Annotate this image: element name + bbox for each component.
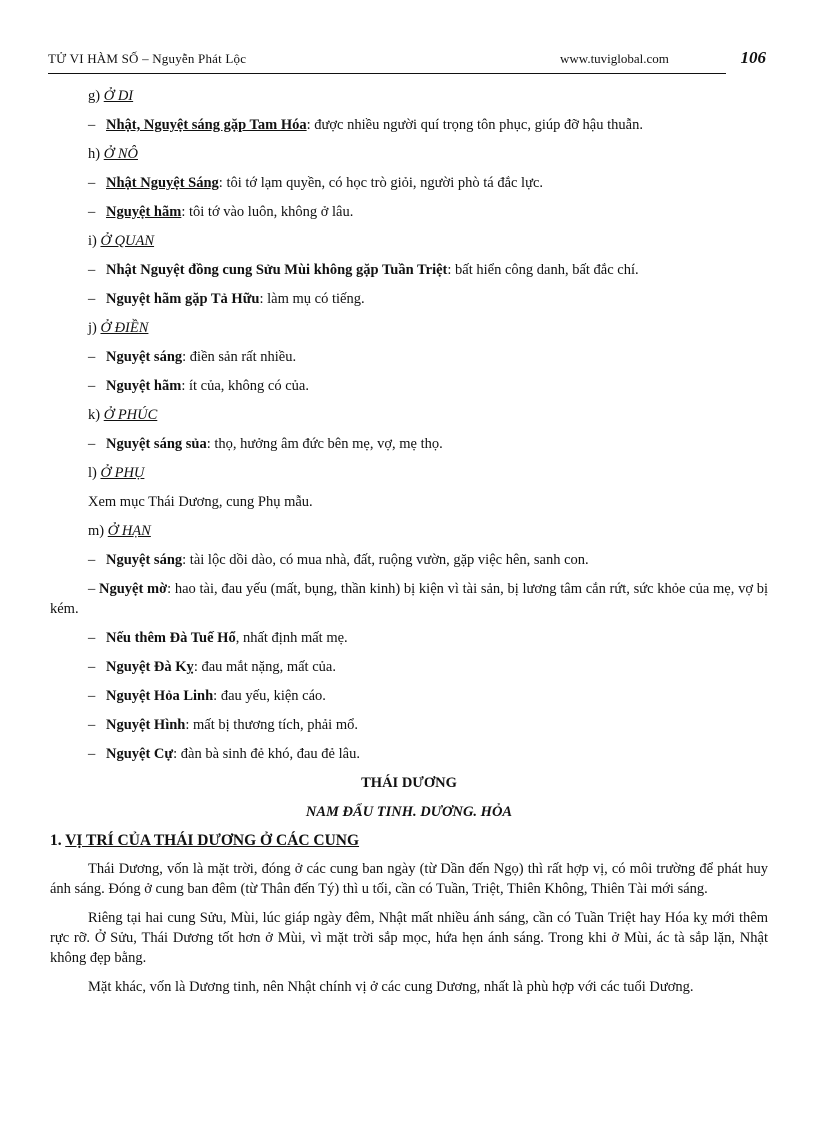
subsection-heading-han: m) Ở HẠN [88, 523, 151, 539]
paragraph: Riêng tại hai cung Sửu, Mùi, lúc giáp ngày đêm, Nhật mất nhiều ánh sáng, cần có Tuần Triệt hay Hóa kỵ mới thêm rực rỡ. Ở Sửu, Thái Dương tốt hơn ở Mùi, vì mặt trời sắp mọc, hứa hẹn ánh sáng. Trong khi ở Mùi, ác tà sắp lặn, Nhật không đẹp bằng. [50, 910, 768, 966]
subsection-heading-phu: l) Ở PHỤ [88, 465, 145, 481]
list-item: – Nguyệt sáng: tài lộc dồi dào, có mua nhà, đất, ruộng vườn, gặp việc hên, sanh con. [88, 552, 589, 568]
subsection-heading-quan: i) Ở QUAN [88, 233, 155, 249]
book-title: TỬ VI HÀM SỐ – Nguyễn Phát Lộc [48, 51, 247, 66]
list-item: – Nguyệt Đà Kỵ: đau mắt nặng, mất của. [88, 659, 336, 675]
list-item: – Nguyệt Cự: đàn bà sinh đẻ khó, đau đẻ lâu. [88, 746, 360, 762]
cross-reference-note: Xem mục Thái Dương, cung Phụ mẫu. [88, 494, 313, 510]
website-link[interactable]: www.tuviglobal.com [560, 51, 669, 66]
subsection-heading-dien: j) Ở ĐIỀN [88, 320, 149, 336]
list-item: – Nhật Nguyệt đồng cung Sửu Mùi không gặp Tuần Triệt: bất hiển công danh, bất đắc chí. [88, 262, 639, 278]
list-item: – Nguyệt sáng: điền sản rất nhiều. [88, 349, 297, 365]
section-heading: 1. VỊ TRÍ CỦA THÁI DƯƠNG Ở CÁC CUNG [50, 832, 360, 849]
list-item-wrapped: – Nguyệt mờ: hao tài, đau yếu (mất, bụng, thần kinh) bị kiện vì tài sản, bị lương tâm cắn rứt, sức khỏe của mẹ, vợ bị kém. [50, 581, 768, 617]
subsection-heading-no: h) Ở NÔ [88, 146, 138, 162]
list-item: – Nguyệt hãm: tôi tớ vào luôn, không ở lâu. [88, 204, 354, 220]
header-rule [48, 73, 726, 74]
list-item: – Nhật Nguyệt Sáng: tôi tớ lạm quyền, có học trò giỏi, người phò tá đắc lực. [88, 175, 544, 191]
subsection-heading-phuc: k) Ở PHÚC [88, 407, 158, 423]
paragraph: Mặt khác, vốn là Dương tinh, nên Nhật chính vị ở các cung Dương, nhất là phù hợp với các tuổi Dương. [88, 979, 694, 995]
page-number: 106 [740, 48, 766, 67]
list-item: – Nguyệt Hình: mất bị thương tích, phải mổ. [88, 717, 358, 733]
chapter-subtitle: NAM ĐẨU TINH. DƯƠNG. HỎA [305, 804, 513, 820]
list-item: – Nếu thêm Đà Tuế Hổ, nhất định mất mẹ. [88, 630, 348, 646]
chapter-title: THÁI DƯƠNG [361, 775, 457, 791]
page-body [50, 86, 768, 997]
paragraph: Thái Dương, vốn là mặt trời, đóng ở các cung ban ngày (từ Dần đến Ngọ) thì rất hợp vị, có môi trường để phát huy ánh sáng. Đóng ở cung ban đêm (từ Thân đến Tý) thì u tối, cần có Tuần, Triệt, Thiên Không, Thiên Tài mới sáng. [50, 861, 768, 897]
list-item: – Nhật, Nguyệt sáng gặp Tam Hóa: được nhiều người quí trọng tôn phục, giúp đỡ hậu thuẫn. [88, 117, 643, 133]
list-item: – Nguyệt hãm: ít của, không có của. [88, 378, 309, 394]
subsection-heading-di: g) Ở DI [88, 88, 134, 104]
page-header [48, 48, 770, 76]
list-item: – Nguyệt sáng sủa: thọ, hưởng âm đức bên mẹ, vợ, mẹ thọ. [88, 436, 443, 452]
list-item: – Nguyệt hãm gặp Tả Hữu: làm mụ có tiếng. [88, 291, 365, 307]
list-item: – Nguyệt Hỏa Linh: đau yếu, kiện cáo. [88, 688, 326, 704]
